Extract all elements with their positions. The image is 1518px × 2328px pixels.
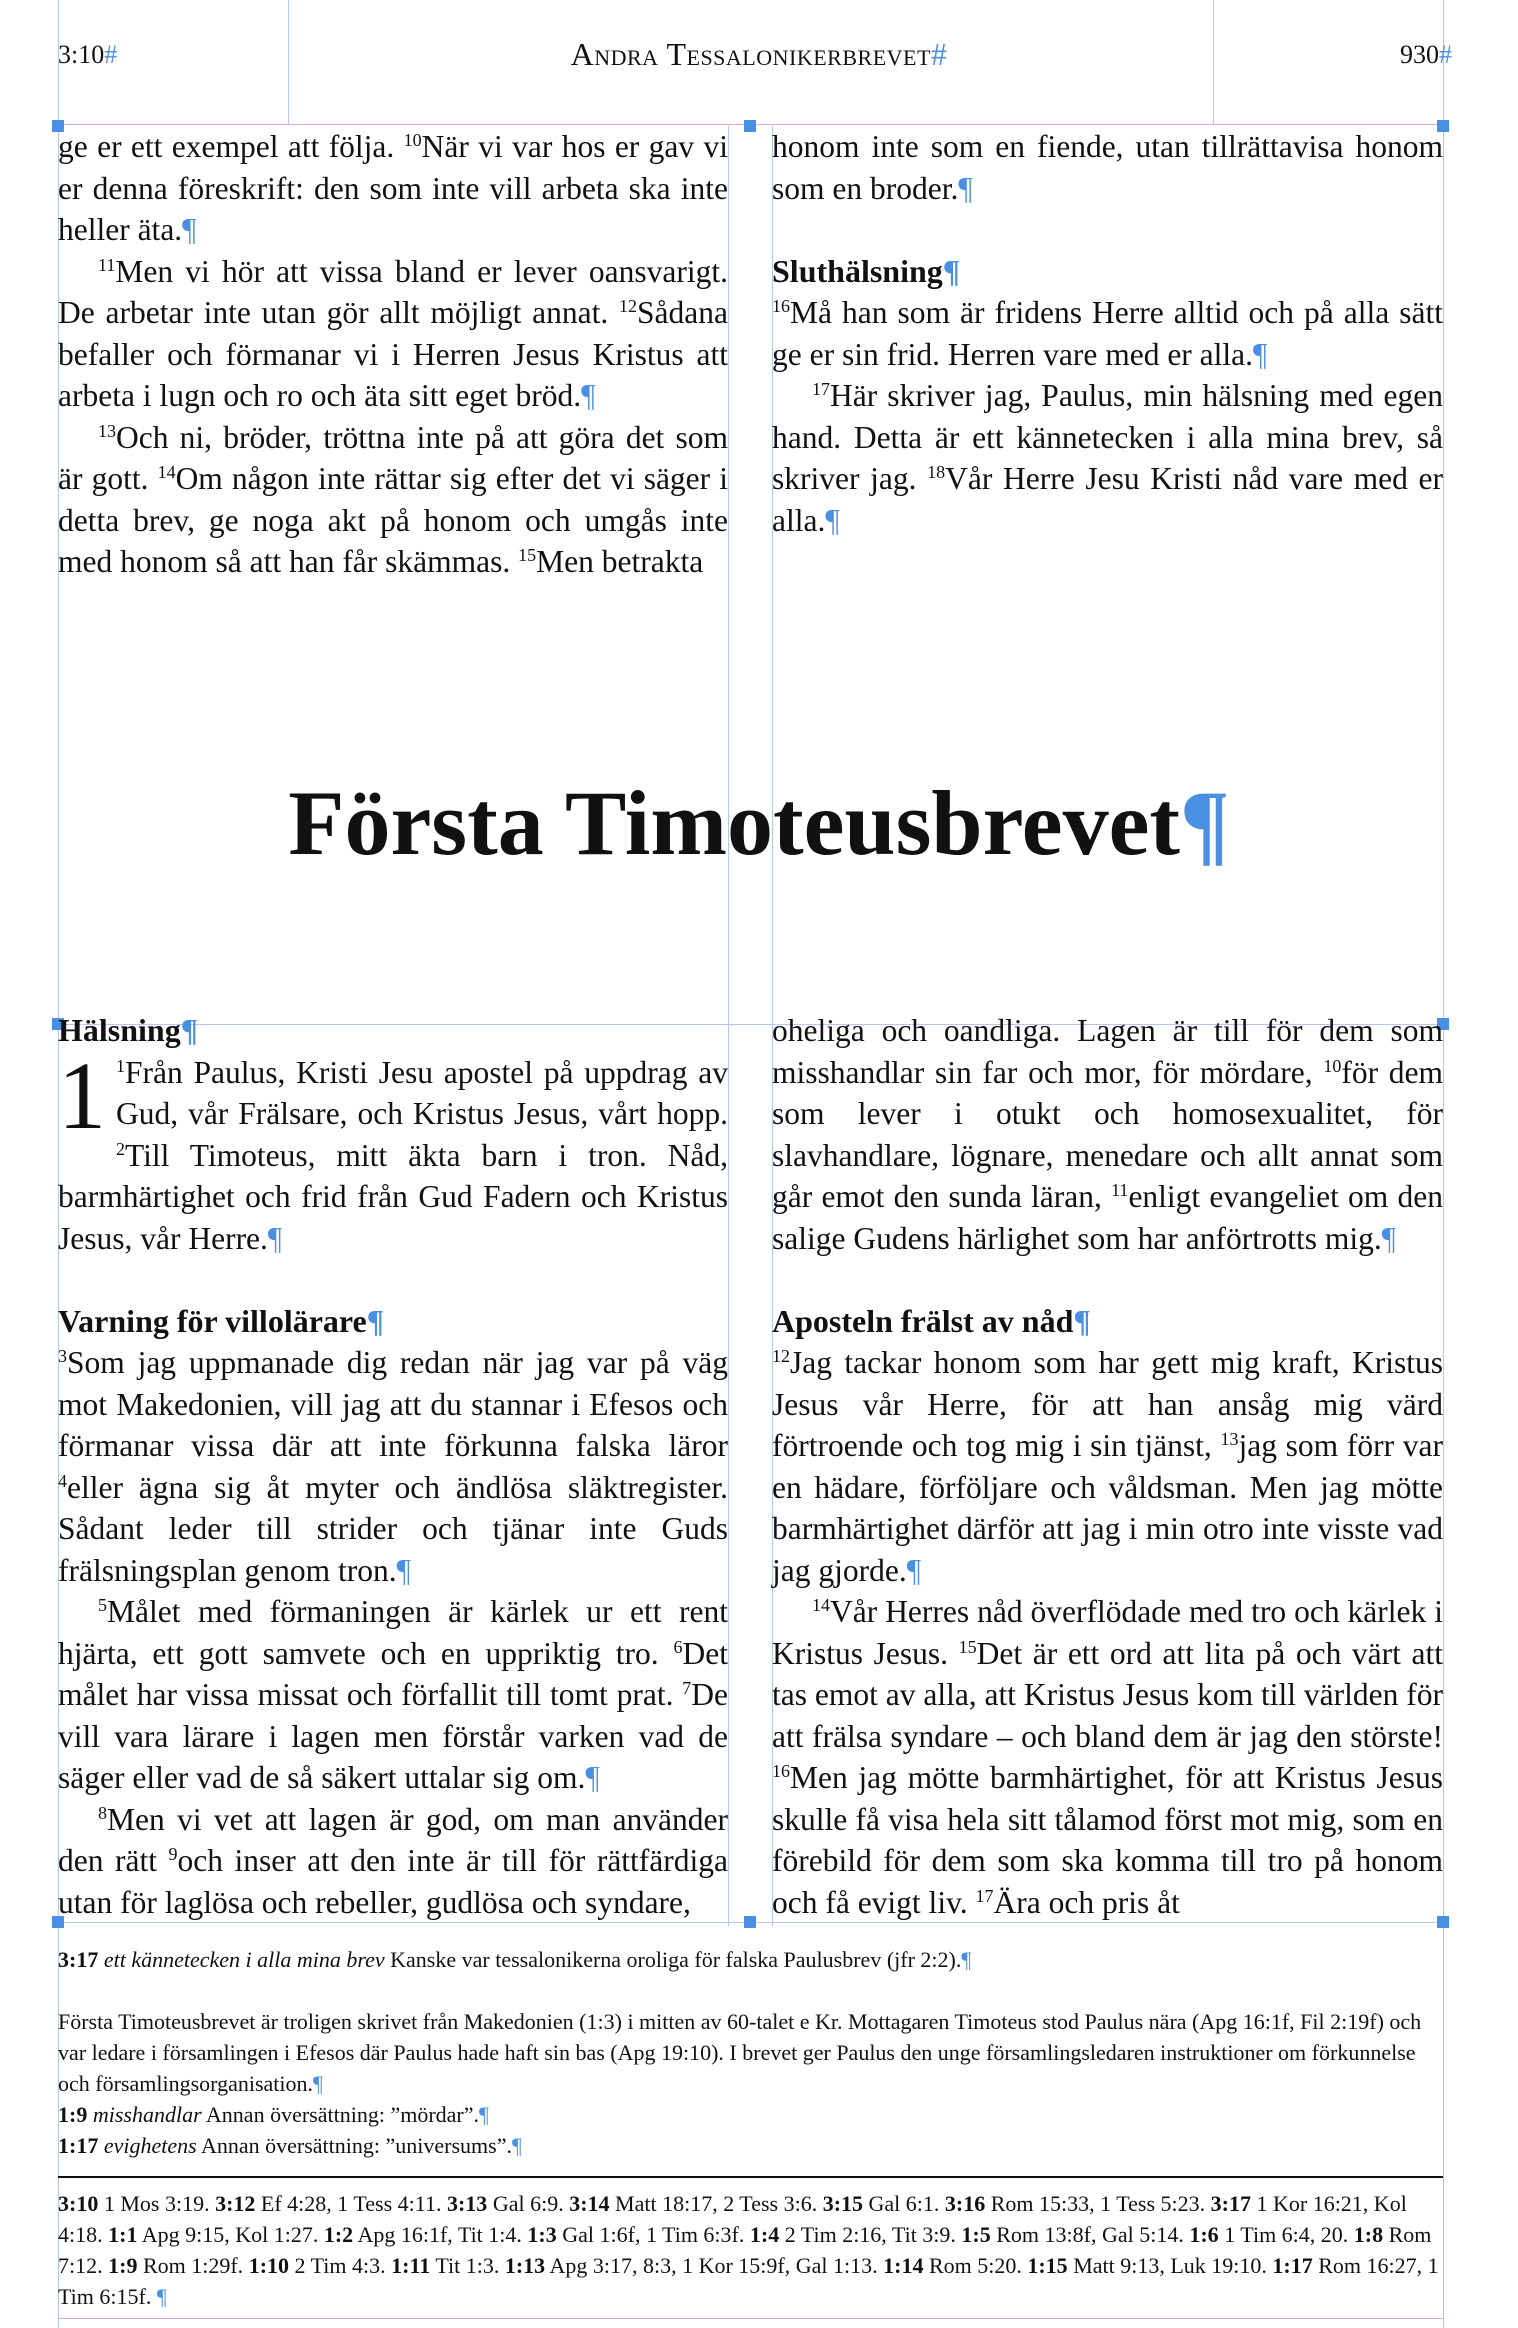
paragraph: $^3$Som jag uppmanade dig redan när jag var på väg mot Makedonien, vill jag att du stannar i Efesos och förmanar vissa där att inte förkunna falska läror $^4$eller ägna sig åt myter och ändlösa släktregister. Sådant leder till strider och tjänar inte Guds frälsningsplan genom tron.¶ (58, 1345, 728, 1588)
paragraph: $^8$Men vi vet att lagen är god, om man använder den rätt $^9$och inser att den inte är till för rättfärdiga utan för laglösa och rebeller, gudlösa och syndare, (58, 1801, 728, 1920)
paragraph: $^5$Målet med förmaningen är kärlek ur ett rent hjärta, ett gott samvete och en uppriktig tro. $^6$Det målet har vissa missat och förfallit till tomt prat. $^7$De vill vara lärare i lagen men förstår varken vad de säger eller vad de så säkert uttalar sig om.¶ (58, 1594, 729, 1795)
frame-handle[interactable] (744, 1916, 756, 1928)
paragraph: $^{11}$Men vi hör att vissa bland er lever oansvarigt. De arbetar inte utan gör allt möjligt annat. $^{12}$Sådana befaller och förmanar vi i Herren Jesus Kristus att arbeta i lugn och ro och äta sitt eget bröd.¶ (58, 253, 728, 413)
cross-reference: 3:13 Gal 6:9. (446, 2191, 570, 2216)
header-chapter-ref: 3:10# (58, 40, 118, 69)
cross-reference: 1:11 Tit 1:3. (391, 2253, 505, 2278)
section-heading: Varning för villolärare¶ (58, 1302, 385, 1339)
cross-reference: 1:10 2 Tim 4:3. (248, 2253, 392, 2278)
cross-reference: 3:10 1 Mos 3:19. (58, 2191, 216, 2216)
page-number: 930# (1400, 40, 1452, 69)
paragraph: honom inte som en fiende, utan tillrättavisa honom som en broder.¶ (772, 129, 1443, 206)
page-bottom-edge (58, 2318, 1443, 2319)
cross-reference: 1:4 2 Tim 2:16, Tit 3:9. (749, 2222, 962, 2247)
cross-reference: 1:15 Matt 9:13, Luk 19:10. (1027, 2253, 1273, 2278)
text-column-top-left[interactable] (58, 126, 728, 583)
note: 3:17 ett kännetecken i alla mina brev Kanske var tessalonikerna oroliga för falska Paulusbrev (jfr 2:2).¶ (58, 1947, 972, 1972)
cross-reference: 3:16 Rom 15:33, 1 Tess 5:23. (944, 2191, 1211, 2216)
text-column-bottom-right[interactable] (772, 1010, 1443, 1923)
paragraph: 1 $^1$Från Paulus, Kristi Jesu apostel på uppdrag av Gud, vår Frälsare, och Kristus Jesus, vårt hopp. $^2$Till Timoteus, mitt äkta barn i tron. Nåd, barmhärtighet och frid från Gud Fadern och Kristus Jesus, vår Herre.¶ (58, 1041, 728, 1256)
note: 1:17 evighetens Annan översättning: ”universums”.¶ (58, 2133, 522, 2158)
paragraph: ge er ett exempel att följa. $^{10}$När vi var hos er gav vi er denna föreskrift: den som inte vill arbeta ska inte heller äta.¶ (58, 129, 729, 247)
cross-reference: 1:1 Apg 9:15, Kol 1:27. (108, 2222, 324, 2247)
cross-reference: 1:17 Rom 16:27, 1 Tim 6:15f. (58, 2253, 1439, 2309)
book-intro-note: Första Timoteusbrevet är troligen skrivet från Makedonien (1:3) i mitten av 60-talet e Kr. Mottagaren Timoteus stod Paulus nära (Apg 16:1f, Fil 2:19f) och var ledare i församlingen i Efesos där Paulus hade haft sin bas (Apg 19:10). I brevet ger Paulus den unge församlingsledaren instruktioner om förkunnelse och församlingsorganisation.¶ (58, 2009, 1422, 2096)
cross-reference: 3:15 Gal 6:1. (822, 2191, 945, 2216)
paragraph: $^{13}$Och ni, bröder, tröttna inte på att göra det som är gott. $^{14}$Om någon inte rättar sig efter det vi säger i detta brev, ge noga akt på honom och umgås inte med honom så att han får skämmas. $^{15}$Men betrakta (58, 419, 729, 579)
paragraph: oheliga och oandliga. Lagen är till för dem som misshandlar sin far och mor, för mördare, $^{10}$för dem som lever i otukt och homosexualitet, för slavhandlare, lögnare, menedare och allt annat som går emot den sunda läran, $^{11}$enligt evangeliet om den salige Gudens härlighet som har anförtrotts mig.¶ (772, 1013, 1444, 1256)
cross-references[interactable]: 3:10 1 Mos 3:19. 3:12 Ef 4:28, 1 Tess 4:11. 3:13 Gal 6:9. 3:14 Matt 18:17, 2 Tess 3:6. 3:15 Gal 6:1. 3:16 Rom 15:33, 1 Tess 5:23. 3:17 1 Kor 16:21, Kol 4:18. 1:1 Apg 9:15, Kol 1:27. 1:2 Apg 16:1f, Tit 1:4. 1:3 Gal 1:6f, 1 Tim 6:3f. 1:4 2 Tim 2:16, Tit 3:9. 1:5 Rom 13:8f, Gal 5:14. 1:6 1 Tim 6:4, 20. 1:8 Rom 7:12. 1:9 Rom 1:29f. 1:10 2 Tim 4:3. 1:11 Tit 1:3. 1:13 Apg 3:17, 8:3, 1 Kor 15:9f, Gal 1:13. 1:14 Rom 5:20. 1:15 Matt 9:13, Luk 19:10. 1:17 Rom 16:27, 1 Tim 6:15f. ¶ (58, 2191, 1439, 2309)
paragraph: $^{14}$Vår Herres nåd överflödade med tro och kärlek i Kristus Jesus. $^{15}$Det är ett ord att lita på och värt att tas emot av alla, att Kristus Jesus kom till världen för att frälsa syndare – och bland dem är jag den störste! $^{16}$Men jag mötte barmhärtighet, för att Kristus Jesus skulle få visa hela sitt tålamod först mot mig, som en förebild för dem som ska komma till tro på honom och få evigt liv. $^{17}$Ära och pris åt (772, 1594, 1444, 1920)
cross-reference: 1:13 Apg 3:17, 8:3, 1 Kor 15:9f, Gal 1:13. (504, 2253, 884, 2278)
book-title: Första Timoteusbrevet¶ (288, 772, 1230, 874)
section-heading: Hälsning¶ (58, 1012, 198, 1048)
running-title: Andra Tessalonikerbrevet# (570, 36, 948, 72)
text-column-bottom-left[interactable] (58, 1010, 728, 1923)
cross-reference: 3:17 1 Kor 16:21, Kol 4:18. (58, 2191, 1407, 2247)
cross-reference: 1:14 Rom 5:20. (883, 2253, 1028, 2278)
study-notes[interactable] (58, 1944, 1443, 2161)
footnote-rule (58, 2176, 1443, 2178)
cross-reference: 3:14 Matt 18:17, 2 Tess 3:6. (569, 2191, 823, 2216)
cross-reference: 3:12 Ef 4:28, 1 Tess 4:11. (215, 2191, 447, 2216)
paragraph: $^{16}$Må han som är fridens Herre alltid och på alla sätt ge er sin frid. Herren vare med er alla.¶ (772, 295, 1443, 372)
cross-reference: 1:2 Apg 16:1f, Tit 1:4. (323, 2222, 528, 2247)
note: 1:9 misshandlar Annan översättning: ”mördar”.¶ (58, 2102, 489, 2127)
frame-handle[interactable] (744, 120, 756, 132)
chapter-dropcap: 1 (58, 1041, 106, 1149)
notes-frame-edge (1443, 1930, 1444, 2320)
cross-reference: 1:8 Rom 7:12. (58, 2222, 1432, 2278)
cross-reference: 1:6 1 Tim 6:4, 20. (1189, 2222, 1354, 2247)
column-guide-left (728, 126, 729, 1926)
paragraph: $^{17}$Här skriver jag, Paulus, min hälsning med egen hand. Detta är ett kännetecken i alla mina brev, så skriver jag. $^{18}$Vår Herre Jesu Kristi nåd vare med er alla.¶ (772, 378, 1443, 538)
paragraph: $^{12}$Jag tackar honom som har gett mig kraft, Kristus Jesus vår Herre, för att han ansåg mig värd förtroende och tog mig i sin tjänst, $^{13}$jag som förr var en hädare, förföljare och våldsman. Men jag mötte barmhärtighet därför att jag i min otro inte visste vad jag gjorde.¶ (772, 1345, 1444, 1588)
section-heading: Sluthälsning¶ (772, 252, 961, 289)
cross-reference: 1:9 Rom 1:29f. (108, 2253, 249, 2278)
cross-reference: 1:3 Gal 1:6f, 1 Tim 6:3f. (527, 2222, 750, 2247)
text-column-top-right[interactable] (772, 126, 1443, 541)
section-heading: Aposteln frälst av nåd¶ (772, 1302, 1091, 1339)
cross-reference: 1:5 Rom 13:8f, Gal 5:14. (961, 2222, 1190, 2247)
